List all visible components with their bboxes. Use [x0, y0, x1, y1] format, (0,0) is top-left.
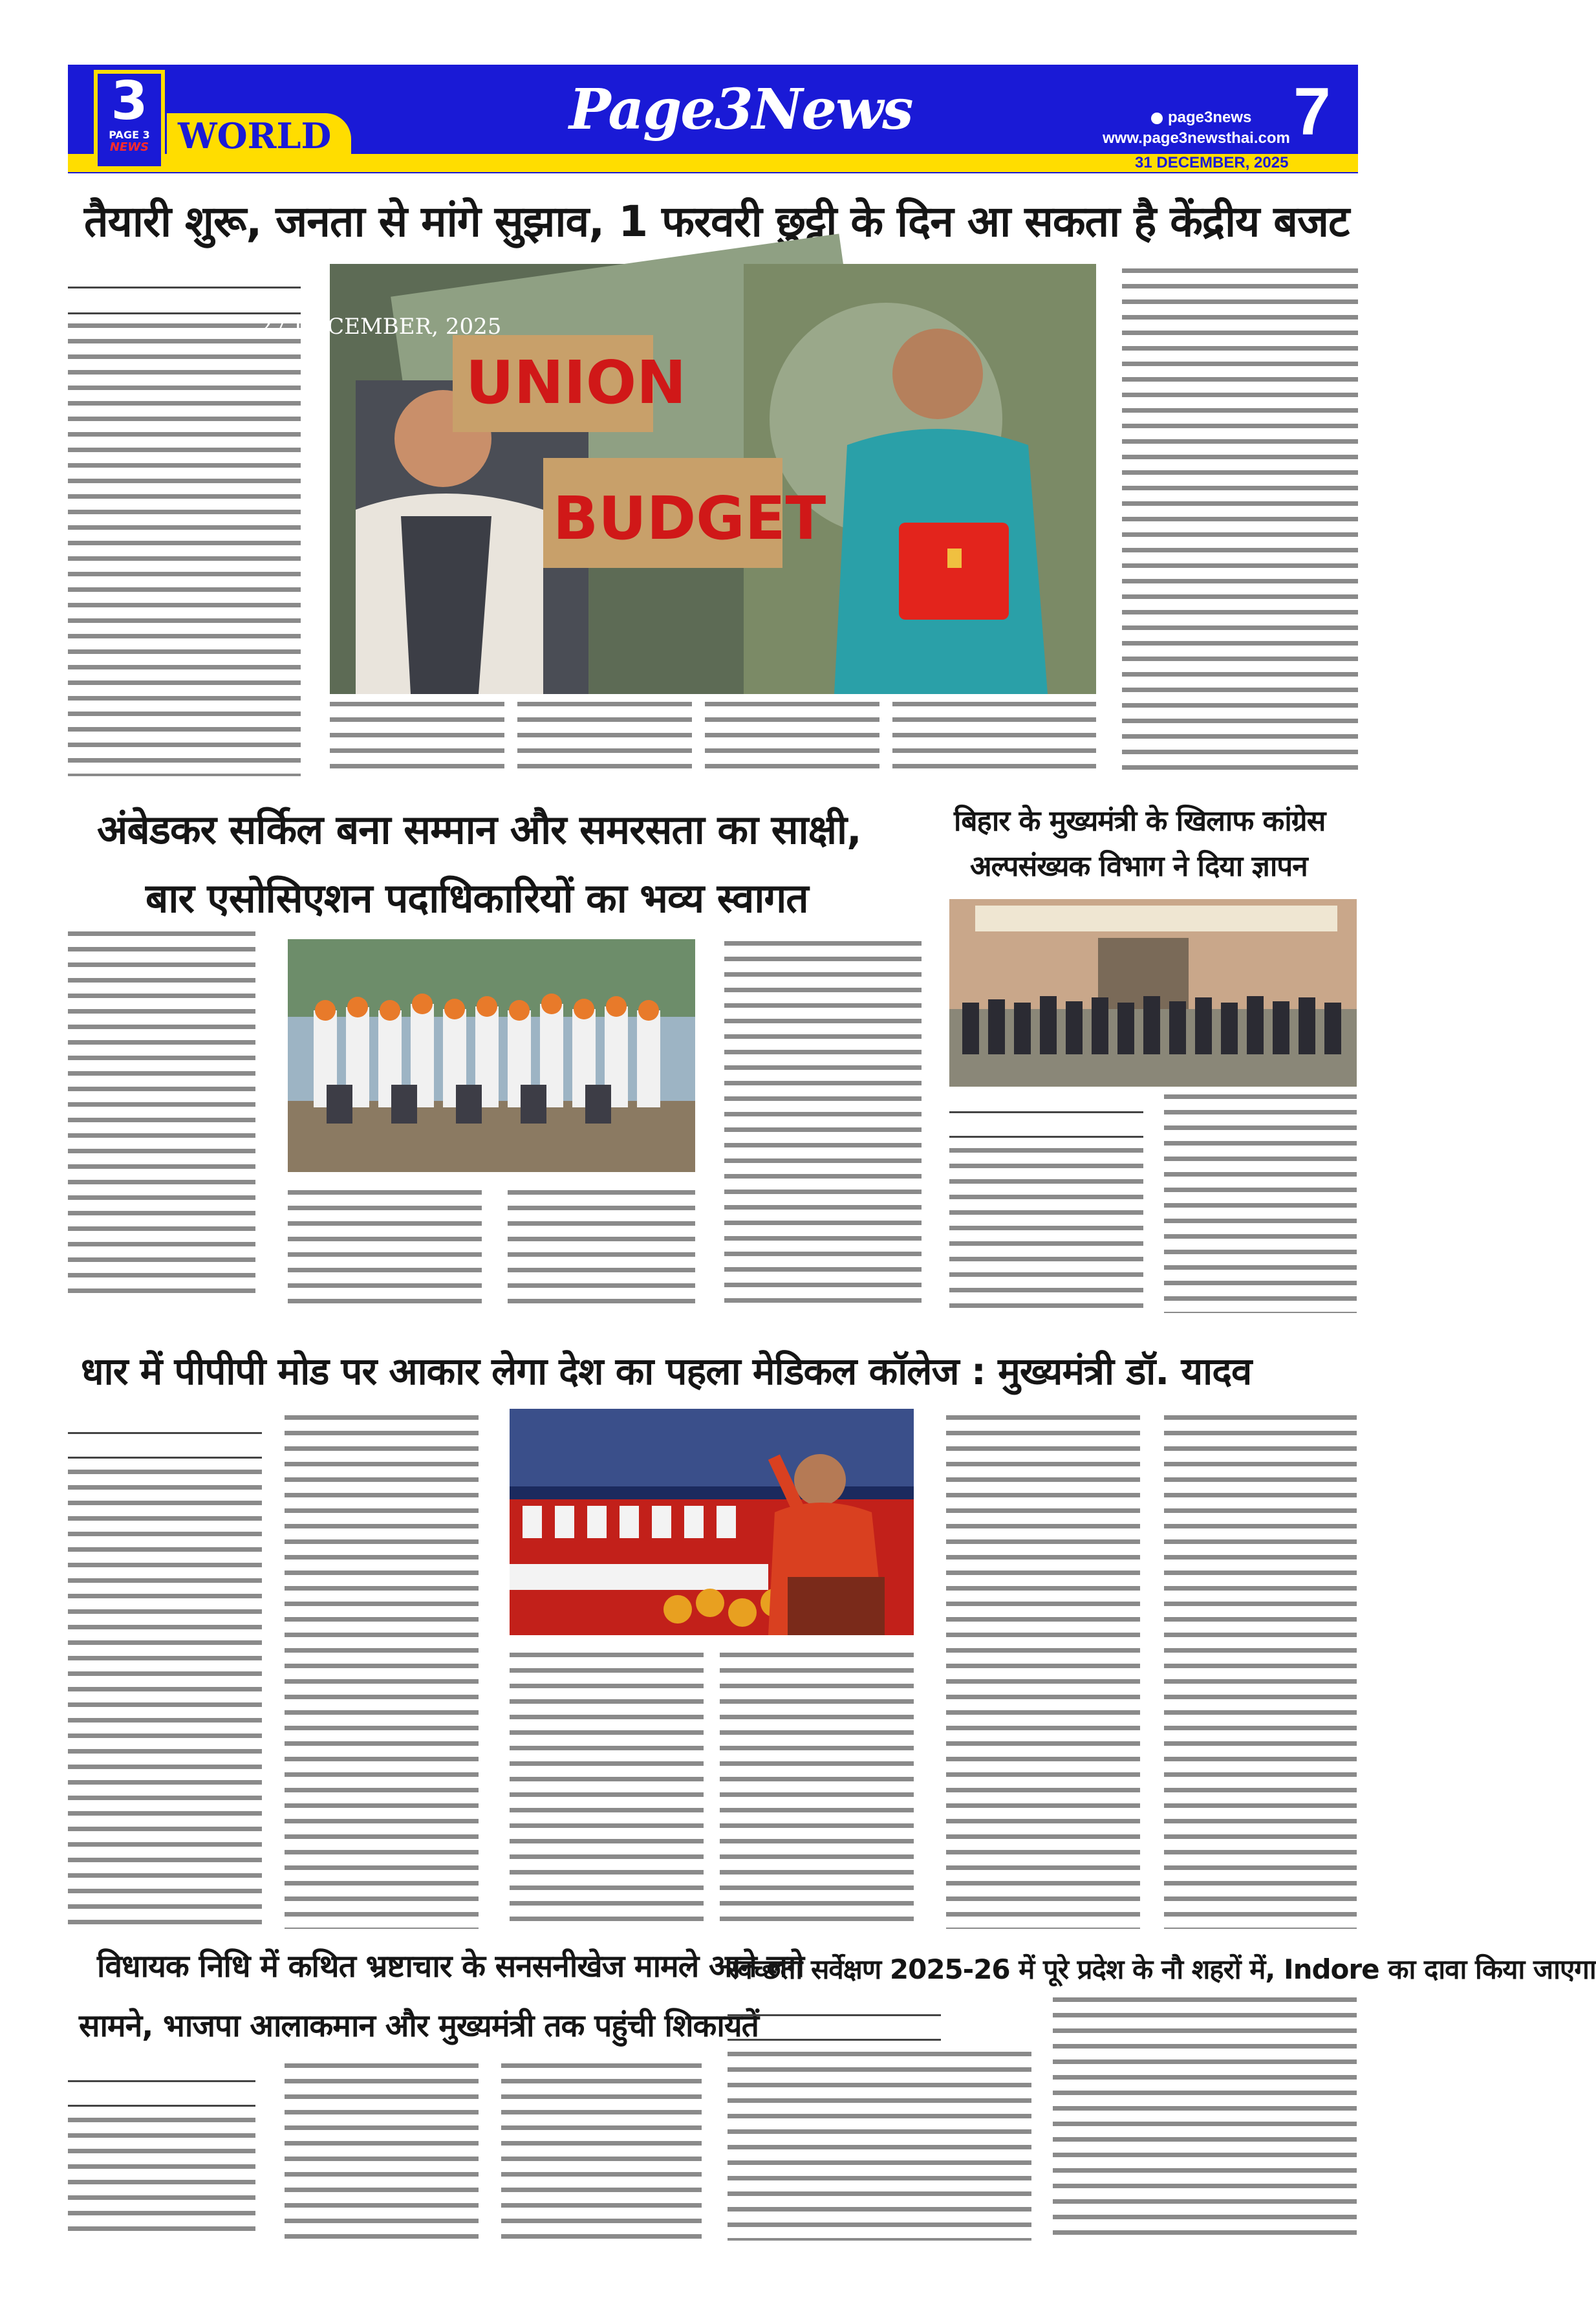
headline-bihar-line2: अल्पसंख्यक विभाग ने दिया ज्ञापन — [970, 850, 1308, 883]
page3-logo — [94, 70, 165, 170]
body-dhar-col6 — [1164, 1415, 1357, 1929]
headline-vidhayak-line2: सामने, भाजपा आलाकमान और मुख्यमंत्री तक पहुंची शिकायतें — [79, 2008, 759, 2044]
body-dhar-col1 — [68, 1470, 262, 1929]
dateline-bihar — [949, 1119, 1143, 1138]
body-budget-col6 — [1122, 268, 1358, 779]
logo-text-bottom: NEWS — [109, 140, 149, 154]
body-vidhayak-col3 — [501, 2063, 702, 2241]
union-budget-illustration — [259, 264, 1096, 694]
photo-congress-memorandum — [949, 899, 1357, 1087]
memorandum-photo-illustration — [949, 899, 1357, 1087]
social-handle-text: page3news — [1168, 109, 1252, 126]
cm-event-illustration — [510, 1409, 914, 1635]
social-handle — [1151, 109, 1251, 127]
website-url: www.page3newsthai.com — [1103, 129, 1290, 147]
dateline-dhar — [68, 1440, 262, 1459]
photo-label-union: UNION — [466, 348, 687, 417]
byline-swachhata — [728, 1997, 941, 2016]
body-budget-col2 — [330, 702, 504, 779]
logo-number: 3 — [111, 71, 148, 132]
dateline-vidhayak — [68, 2088, 255, 2107]
body-dhar-col3 — [510, 1653, 704, 1929]
body-ambedkar-col1 — [68, 931, 255, 1294]
photo-label-budget: BUDGET — [553, 484, 826, 553]
headline-bihar-line1: बिहार के मुख्यमंत्री के खिलाफ कांग्रेस — [954, 805, 1326, 838]
body-vidhayak-col2 — [285, 2063, 479, 2241]
body-ambedkar-col2 — [288, 1190, 482, 1313]
dateline-budget — [68, 294, 301, 314]
headline-ambedkar-line2: बार एसोसिएशन पदाधिकारियों का भव्य स्वागत — [146, 875, 808, 922]
headline-dhar: धार में पीपीपी मोड पर आकार लेगा देश का पहला मेडिकल कॉलेज : मुख्यमंत्री डॉ. यादव — [81, 1349, 1252, 1393]
dateline-swachhata — [728, 2022, 941, 2041]
body-vidhayak-col1 — [68, 2118, 255, 2241]
body-dhar-col4 — [720, 1653, 914, 1929]
section-label: WORLD — [178, 115, 332, 157]
issue-date: 31 DECEMBER, 2025 — [1135, 154, 1289, 171]
body-budget-col1 — [68, 323, 301, 776]
body-ambedkar-col3 — [508, 1190, 695, 1313]
logo-text-top: PAGE 3 — [109, 129, 150, 141]
body-swachhata-col1 — [728, 2052, 1031, 2241]
byline-bihar — [949, 1094, 1143, 1113]
page-number: 7 — [1293, 74, 1331, 149]
instagram-icon — [1151, 113, 1163, 124]
photo-bar-association — [288, 939, 695, 1172]
body-bihar-col1 — [949, 1148, 1143, 1313]
byline-budget — [68, 268, 301, 288]
brand-title: Page3News — [569, 77, 912, 142]
headline-ambedkar-line1: अंबेडकर सर्किल बना सम्मान और समरसता का साक्षी, — [97, 806, 861, 853]
byline-dhar — [68, 1415, 262, 1434]
group-photo-illustration — [288, 939, 695, 1172]
body-budget-col4 — [705, 702, 879, 779]
body-swachhata-col2 — [1053, 1997, 1357, 2241]
body-budget-col3 — [517, 702, 692, 779]
headline-budget: तैयारी शुरू, जनता से मांगे सुझाव, 1 फरवरी छुट्टी के दिन आ सकता है केंद्रीय बजट — [84, 197, 1350, 246]
headline-vidhayak-line1: विधायक निधि में कथित भ्रष्टाचार के सनसनीखेज मामले आने लगे — [97, 1948, 804, 1984]
body-dhar-col5 — [946, 1415, 1140, 1929]
body-dhar-col2 — [285, 1415, 479, 1929]
body-ambedkar-col4 — [724, 941, 922, 1313]
byline-vidhayak — [68, 2063, 255, 2082]
body-budget-col5 — [892, 702, 1096, 779]
body-bihar-col2 — [1164, 1094, 1357, 1313]
photo-chief-minister-yadav — [510, 1409, 914, 1635]
photo-union-budget — [259, 264, 1096, 694]
headline-swachhata: स्वच्छता सर्वेक्षण 2025-26 में पूरे प्रदेश के नौ शहरों में, Indore का दावा किया जाएगा — [728, 1953, 1596, 1985]
photo-date-overlay: 27 DECEMBER, 2025 — [259, 314, 502, 340]
